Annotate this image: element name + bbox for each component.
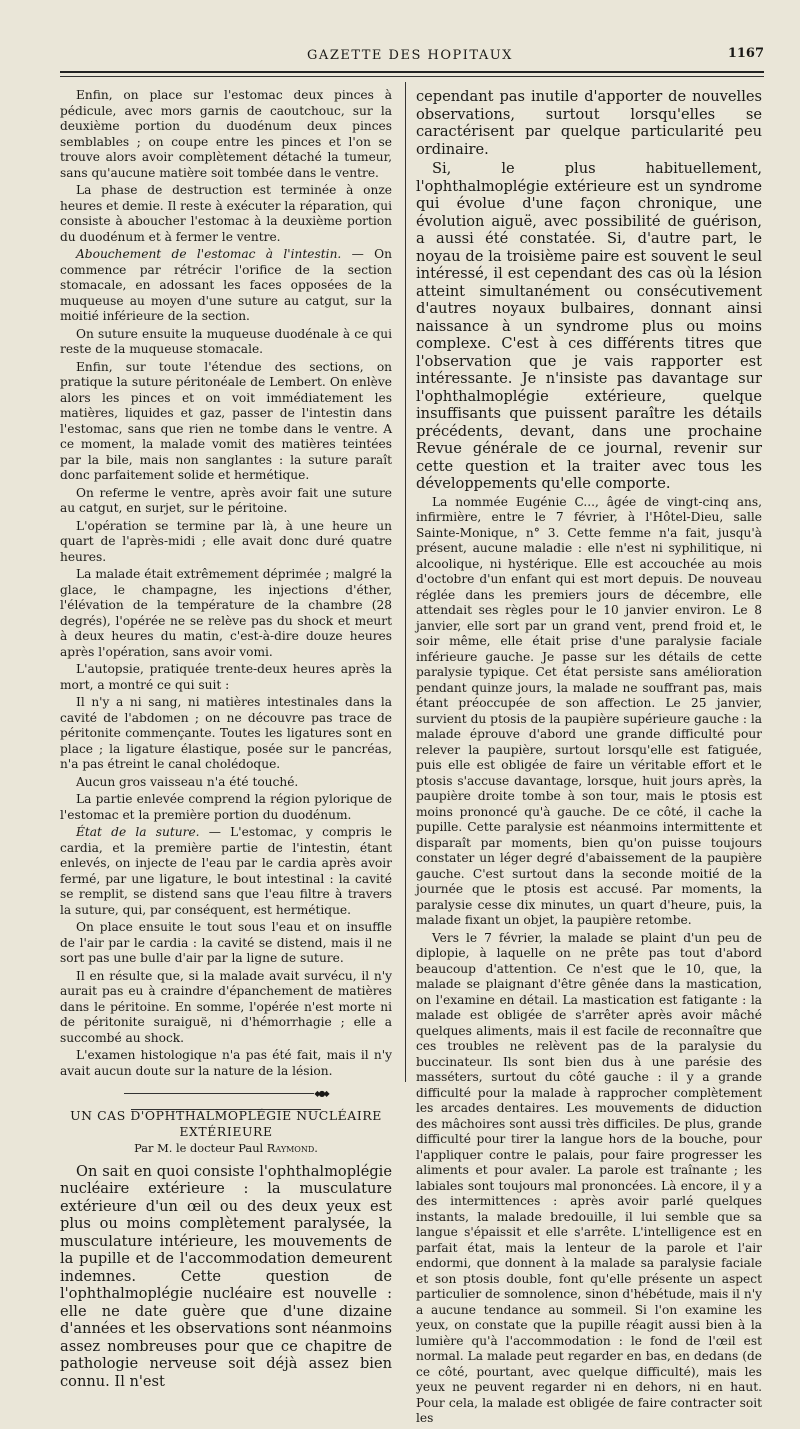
paragraph: L'opération se termine par là, à une heure un quart de l'après-midi ; elle avait donc duré quatre heures. [60, 518, 392, 564]
article-author [60, 1141, 392, 1157]
paragraph: Vers le 7 février, la malade se plaint d'un peu de diplopie, à laquelle on ne prête pas tout d'abord beaucoup d'attention. Ce n'est que le 10, que, la malade se plaignant d'être gênée dans la mastication, on l'examine en détail. La mastication est fatigante : la malade est obligée de s'arrêter après avoir mâché quelques aliments, mais il est facile de reconnaître que ces troubles ne relèvent pas de la paralysie du buccinateur. Ils sont bien dus à une parésie des masséters, surtout du côté gauche : il y a grande difficulté pour la malade à rapprocher complètement les arcades dentaires. Les mouvements de diduction des mâchoires sont aussi très difficiles. De plus, grande difficulté pour tirer la langue hors de la bouche, pour l'appliquer contre le palais, pour faire progresser les aliments et pour avaler. La parole est traînante ; les labiales sont toujours mal prononcées. Là encore, il y a des intermittences : après avoir parlé quelques instants, la malade bredouille, il lui semble que sa langue s'épaissit et elle s'arrête. L'intelligence est en parfait état, mais la lenteur de la parole et l'air endormi, que donnent à la malade sa paralysie faciale et son ptosis double, font qu'elle présente un aspect particulier de somnolence, sinon d'hébétude, mais il n'y a aucune tendance au sommeil. Si l'on examine les yeux, on constate que la pupille réagit aussi bien à la lumière qu'à l'accommodation : le fond de l'œil est normal. La malade peut regarder en bas, en dedans (de ce côté, pourtant, avec quelque difficulté), mais les yeux ne peuvent regarder ni en dehors, ni en haut. Pour cela, la malade est obligée de faire contracter soit les [416, 930, 762, 1425]
section-label: État de la suture. [76, 825, 200, 839]
paragraph: Si, le plus habituellement, l'ophthalmoplégie extérieure est un syndrome qui évolue d'une façon chronique, une évolution aiguë, avec possibilité de guérison, a aussi été constatée. Si, d'autre part, le noyau de la troisième paire est souvent le seul intéressé, il est cependant des cas où la lésion atteint simultanément ou consécutivement d'autres noyaux bulbaires, donnant ainsi naissance à un syndrome plus ou moins complexe. C'est à ces différents titres que l'observation que je vais rapporter est intéressante. Je n'insiste pas davantage sur l'ophthalmoplégie extérieure, quelque insuffisants que puissent paraître les détails précédents, devant, dans une prochaine Revue générale de ce journal, revenir sur cette question et la traiter avec tous les développements qu'elle comporte. [416, 160, 762, 492]
author-name: Raymond. [266, 1141, 318, 1155]
separator-ornament-icon: ◆●◆ [314, 1089, 328, 1098]
article-intro: On sait en quoi consiste l'ophthalmoplégie nucléaire extérieure : la musculature extérieure d'un œil ou des deux yeux est plus ou moins complètement paralysée, la musculature intérieure, les mouvements de la pupille et de l'accommodation demeurent indemnes. Cette question de l'ophthalmoplégie nucléaire est nouvelle : elle ne date guère que d'une dizaine d'années et les observations sont néanmoins assez nombreuses pour que ce chapitre de pathologie nerveuse soit déjà assez bien connu. Il n'est [60, 1162, 392, 1390]
paragraph: Il n'y a ni sang, ni matières intestinales dans la cavité de l'abdomen ; on ne découvre pas trace de péritonite commençante. Toutes les ligatures sont en place ; la ligature élastique, posée sur le pancréas, n'a pas étreint le canal cholédoque. [60, 695, 392, 771]
right-column [416, 88, 762, 1429]
article-continuation: cependant pas inutile d'apporter de nouvelles observations, surtout lorsqu'elles se caractérisent par quelque particularité peu ordinaire. [416, 88, 762, 158]
case-observation: La nommée Eugénie C..., âgée de vingt-cinq ans, infirmière, entre le 7 février, à l'Hôtel-Dieu, salle Sainte-Monique, n° 3. Cette femme n'a fait, jusqu'à présent, aucune maladie : elle n'est ni syphilitique, ni alcoolique, ni hystérique. Elle est accouchée au mois d'octobre d'un enfant qui est mort depuis. De nouveau réglée dans les premiers jours de décembre, elle attendait ses règles pour le 10 janvier environ. Le 8 janvier, elle sort par un grand vent, prend froid et, le soir même, elle était prise d'une paralysie faciale inférieure gauche. Je passe sur les détails de cette paralysie typique. Cet état persiste sans amélioration pendant quinze jours, la malade ne souffrant pas, mais étant préoccupée de son affection. Le 25 janvier, survient du ptosis de la paupière supérieure gauche : la malade éprouve d'abord une grande difficulté pour relever la paupière, surtout lorsqu'elle est fatiguée, puis elle est obligée de faire un véritable effort et le ptosis s'accuse davantage, lorsque, huit jours après, la paupière droite tombe à son tour, mais le ptosis est moins prononcé qu'à gauche. De ce côté, il cache la pupille. Cette paralysie est néanmoins intermittente et disparaît par moments, bien qu'on puisse toujours constater un léger degré d'abaissement de la paupière gauche. C'est surtout dans la seconde moitié de la journée que le ptosis est accusé. Par moments, la paralysie cesse dix minutes, un quart d'heure, puis, la malade fixant un objet, la paupière retombe. [416, 494, 762, 927]
paragraph: La phase de destruction est terminée à onze heures et demie. Il reste à exécuter la réparation, qui consiste à aboucher l'estomac à la deuxième portion du duodénum et à fermer le ventre. [60, 183, 392, 244]
running-title: GAZETTE DES HOPITAUX [307, 48, 513, 63]
paragraph [60, 247, 392, 325]
paragraph [60, 825, 392, 918]
page-header [60, 46, 764, 66]
header-rule-thin [60, 76, 764, 77]
paragraph-text: — On commence par rétrécir l'orifice de la section stomacale, en adossant les faces opposées de la muqueuse au moyen d'une suture au catgut, sur la moitié inférieure de la section. [60, 247, 392, 323]
paragraph: Enfin, on place sur l'estomac deux pinces à pédicule, avec mors garnis de caoutchouc, sur la deuxième portion du duodénum deux pinces semblables ; on coupe entre les pinces et l'on se trouve alors avoir complètement détaché la tumeur, sans qu'aucune matière soit tombée dans le ventre. [60, 88, 392, 180]
section-label: Abouchement de l'estomac à l'intestin. [76, 247, 342, 261]
paragraph: La partie enlevée comprend la région pylorique de l'estomac et la première portion du duodénum. [60, 792, 392, 822]
paragraph: On place ensuite le tout sous l'eau et on insuffle de l'air par le cardia : la cavité se distend, mais il ne sort pas une bulle d'air par la ligne de suture. [60, 920, 392, 965]
paragraph: Aucun gros vaisseau n'a été touché. [76, 774, 299, 789]
paragraph: La malade était extrêmement déprimée ; malgré la glace, le champagne, les injections d'éther, l'élévation de la température de la chambre (28 degrés), l'opérée ne se relève pas du shock et meurt à deux heures du matin, c'est-à-dire douze heures après l'opération, sans avoir vomi. [60, 567, 392, 659]
page-number: 1167 [727, 46, 764, 61]
section-separator [60, 1086, 392, 1096]
paragraph: On suture ensuite la muqueuse duodénale à ce qui reste de la muqueuse stomacale. [60, 326, 392, 356]
column-divider [405, 82, 406, 1082]
paragraph: L'autopsie, pratiquée trente-deux heures après la mort, a montré ce qui suit : [60, 662, 392, 692]
paragraph-text: — L'estomac, y compris le cardia, et la première partie de l'intestin, étant enlevés, on injecte de l'eau par le cardia après avoir fermé, par une ligature, le bout intestinal : la cavité se remplit, se distend sans que l'eau filtre à travers la suture, qui, par conséquent, est hermétique. [60, 825, 392, 917]
paragraph: L'examen histologique n'a pas été fait, mais il n'y avait aucun doute sur la nature de la lésion. [60, 1048, 392, 1078]
header-rule-thick [60, 71, 764, 73]
article-title: UN CAS D'OPHTHALMOPLÉGIE NUCLÉAIRE EXTÉRIEURE [70, 1108, 382, 1139]
paragraph: On referme le ventre, après avoir fait une suture au catgut, en surjet, sur le péritoine. [60, 485, 392, 515]
paragraph: Il en résulte que, si la malade avait survécu, il n'y aurait pas eu à craindre d'épanchement de matières dans le péritoine. En somme, l'opérée n'est morte ni de péritonite suraiguë, ni d'hémorrhagie ; elle a succombé au shock. [60, 968, 392, 1045]
paragraph: Enfin, sur toute l'étendue des sections, on pratique la suture péritonéale de Lembert. On enlève alors les pinces et on voit immédiatement les matières, liquides et gaz, passer de l'intestin dans l'estomac, sans que rien ne tombe dans le ventre. A ce moment, la malade vomit des matières teintées par la bile, mais non sanglantes : la suture paraît donc parfaitement solide et hermétique. [60, 359, 392, 482]
left-column [60, 88, 392, 1392]
separator-rule [124, 1093, 314, 1094]
separator-rule [131, 1109, 321, 1110]
author-prefix: Par M. le docteur Paul [134, 1141, 267, 1155]
